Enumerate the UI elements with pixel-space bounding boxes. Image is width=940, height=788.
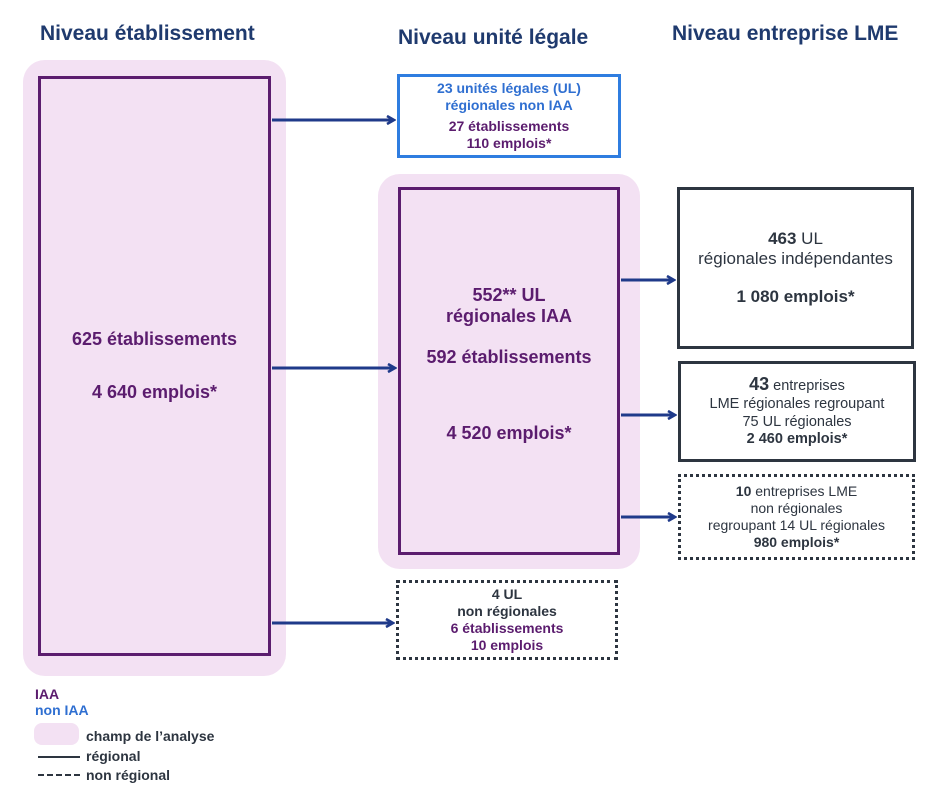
legend-non-regional-line	[38, 774, 80, 776]
legend-champ-label: champ de l’analyse	[86, 728, 215, 744]
ent-independantes-count: 463	[768, 229, 797, 248]
ul-iaa-line1: 552** UL	[472, 284, 546, 305]
ul-non-iaa-line3: 27 établissements	[448, 118, 570, 134]
ent-lme-non-regionales-line2: non régionales	[750, 499, 843, 516]
ent-lme-regionales-line2: LME régionales regroupant	[709, 395, 885, 412]
legend-champ-swatch	[34, 723, 79, 745]
ent-independantes-count-suffix: UL	[796, 229, 823, 248]
ent-lme-regionales-line3: 75 UL régionales	[742, 413, 852, 430]
etablissement-jobs: 4 640 emplois*	[91, 382, 218, 402]
ent-lme-regionales-jobs: 2 460 emplois*	[746, 431, 848, 448]
legend-regional-label: régional	[86, 748, 141, 764]
ent-lme-non-regionales-count-suffix: entreprises LME	[751, 482, 858, 499]
ul-non-iaa-line2: régionales non IAA	[445, 96, 573, 113]
ul-non-regionales-line1: 4 UL	[491, 585, 523, 602]
ul-non-iaa-line1: 23 unités légales (UL)	[437, 79, 581, 96]
ul-non-regionales-line2: non régionales	[457, 602, 557, 619]
header-etablissement: Niveau établissement	[40, 22, 255, 45]
ent-lme-regionales-count-suffix: entreprises	[769, 377, 845, 394]
ent-independantes-jobs: 1 080 emplois*	[736, 287, 855, 306]
ent-lme-non-regionales-count: 10	[735, 482, 752, 499]
ent-lme-non-regionales-line3: regroupant 14 UL régionales	[708, 517, 885, 533]
ul-non-regionales-line3: 6 établissements	[450, 620, 564, 636]
ul-iaa-line3: 592 établissements	[426, 346, 592, 367]
legend-iaa: IAA	[35, 686, 60, 702]
header-unite-legale: Niveau unité légale	[398, 26, 589, 49]
legend-non-regional-label: non régional	[86, 767, 170, 783]
ul-iaa-line2: régionales IAA	[445, 305, 573, 326]
ent-lme-non-regionales-jobs: 980 emplois*	[753, 534, 840, 551]
legend-non-iaa: non IAA	[35, 702, 89, 718]
legend-regional-line	[38, 756, 80, 758]
ent-independantes-line2: régionales indépendantes	[698, 249, 893, 268]
ul-non-iaa-line4: 110 emplois*	[466, 135, 552, 152]
header-entreprise: Niveau entreprise LME	[672, 22, 899, 45]
ent-lme-regionales-count: 43	[749, 373, 770, 394]
etablissement-count: 625 établissements	[71, 329, 238, 349]
ul-non-regionales-line4: 10 emplois	[470, 637, 544, 654]
ul-iaa-line4: 4 520 emplois*	[446, 422, 572, 443]
